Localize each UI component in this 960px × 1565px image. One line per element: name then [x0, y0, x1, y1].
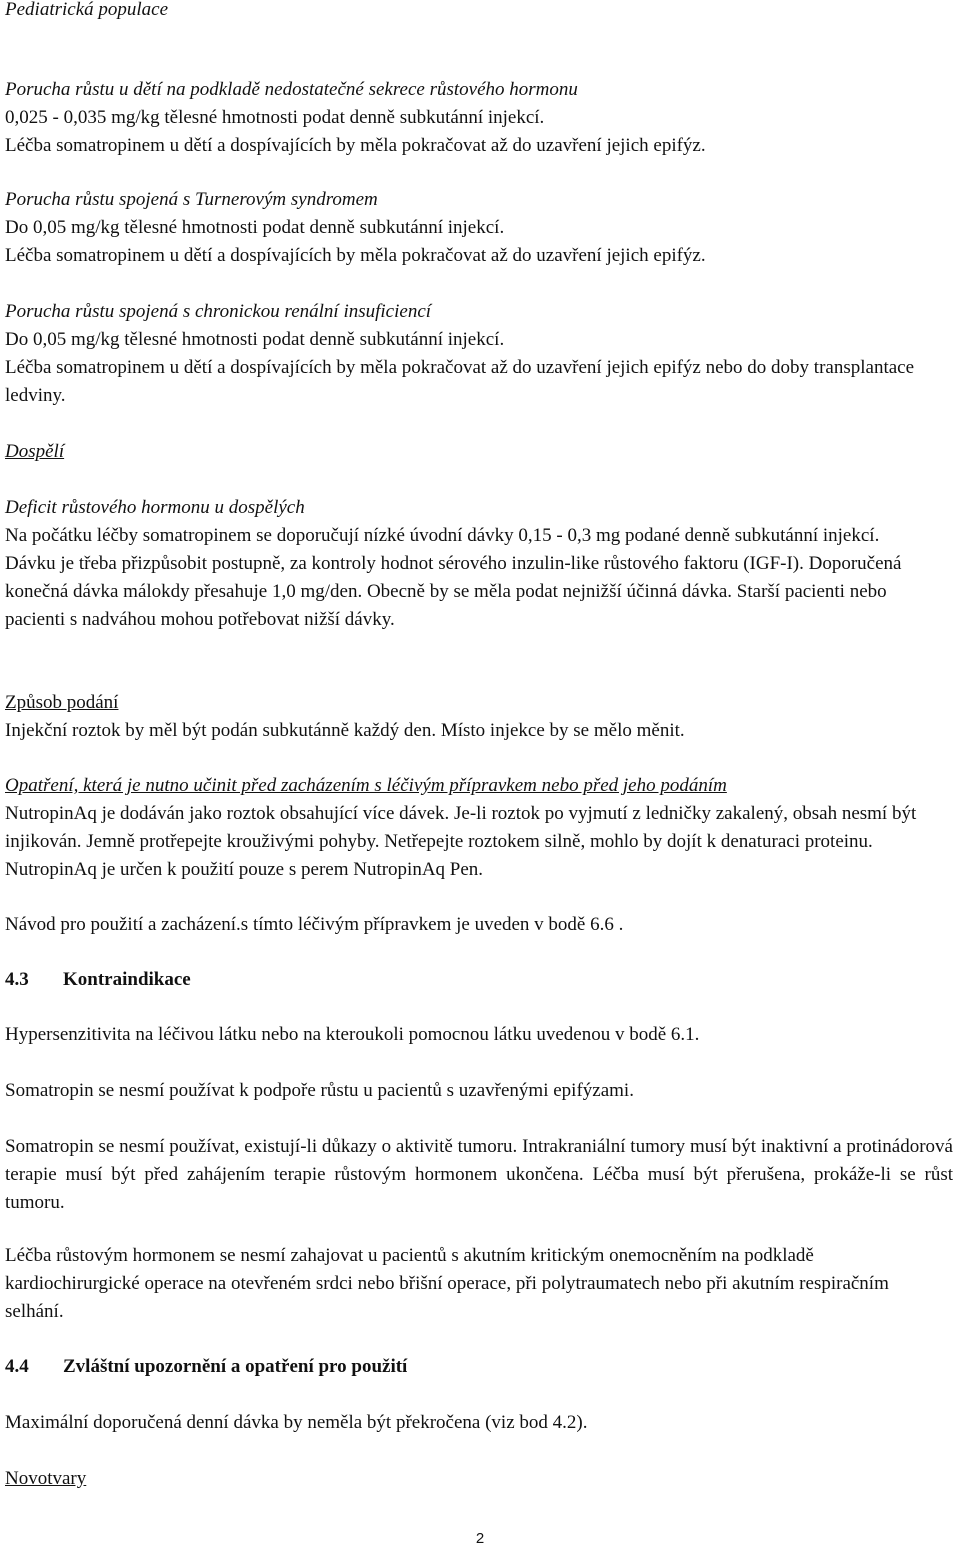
- deficit-text: Na počátku léčby somatropinem se doporučují nízké úvodní dávky 0,15 - 0,3 mg podané denně subkutánní injekcí. Dávku je třeba přizpůsobit postupně, za kontroly hodnot sérového inzulin-like růstového faktoru (IGF-I). Doporučená konečná dávka málokdy přesahuje 1,0 mg/den. Obecně by se měla podat nejnižší účinná dávka. Starší pacienti nebo pacienti s nadváhou mohou potřebovat nižší dávky.: [5, 525, 902, 630]
- section-4-3-title: Kontraindikace: [63, 969, 191, 990]
- neoplasms-heading: Novotvary: [5, 1468, 87, 1489]
- pediatric-heading: Pediatrická populace: [5, 0, 169, 20]
- renal-title: Porucha růstu spojená s chronickou renální insuficiencí: [5, 301, 432, 322]
- section-4-4-title: Zvláštní upozornění a opatření pro použití: [63, 1356, 408, 1377]
- administration-block: [5, 689, 950, 745]
- turner-block: [5, 186, 950, 270]
- renal-note: Léčba somatropinem u dětí a dospívajících by měla pokračovat až do uzavření jejich epifýz nebo do doby transplantace ledviny.: [5, 357, 915, 406]
- instructions-text: Návod pro použití a zacházení.s tímto léčivým přípravkem je uveden v bodě 6.6 .: [5, 914, 624, 935]
- adults-heading: Dospělí: [5, 441, 65, 462]
- renal-dose: Do 0,05 mg/kg tělesné hmotnosti podat denně subkutánní injekcí.: [5, 329, 505, 350]
- page-number: 2: [475, 1530, 485, 1547]
- precautions-text: NutropinAq je dodáván jako roztok obsahující více dávek. Je-li roztok po vyjmutí z ledničky zakalený, obsah nesmí být injikován. Jemně protřepejte krouživými pohyby. Netřepejte roztokem silně, mohlo by dojít k denaturaci proteinu. NutropinAq je určen k použití pouze s perem NutropinAq Pen.: [5, 803, 917, 880]
- renal-block: [5, 298, 950, 410]
- turner-dose: Do 0,05 mg/kg tělesné hmotnosti podat denně subkutánní injekcí.: [5, 217, 505, 238]
- ghd-note: Léčba somatropinem u dětí a dospívajících by měla pokračovat až do uzavření jejich epifýz.: [5, 135, 706, 156]
- turner-title: Porucha růstu spojená s Turnerovým syndromem: [5, 189, 378, 210]
- ghd-block: [5, 76, 950, 160]
- section-4-4-heading: [5, 1353, 407, 1381]
- section-4-4-text: Maximální doporučená denní dávka by neměla být překročena (viz bod 4.2).: [5, 1412, 588, 1433]
- section-4-3-heading: [5, 966, 191, 994]
- administration-heading: Způsob podání: [5, 692, 119, 713]
- turner-note: Léčba somatropinem u dětí a dospívajících by měla pokračovat až do uzavření jejich epifýz.: [5, 245, 706, 266]
- contraindication-3: Somatropin se nesmí používat, existují-li důkazy o aktivitě tumoru. Intrakraniální tumory musí být inaktivní a protinádorová terapie musí být před zahájením terapie růstovým hormonem ukončena. Léčba musí být přerušena, prokáže-li se růst tumoru.: [5, 1136, 953, 1213]
- contraindication-4: Léčba růstovým hormonem se nesmí zahajovat u pacientů s akutním kritickým onemocněním na podkladě kardiochirurgické operace na otevřeném srdci nebo břišní operace, při polytraumatech nebo při akutním respiračním selhání.: [5, 1245, 889, 1322]
- adults-deficit-block: [5, 494, 925, 634]
- ghd-title: Porucha růstu u dětí na podkladě nedostatečné sekrece růstového hormonu: [5, 79, 578, 100]
- deficit-title: Deficit růstového hormonu u dospělých: [5, 497, 305, 518]
- precautions-heading: Opatření, která je nutno učinit před zacházením s léčivým přípravkem nebo před jeho podáním: [5, 775, 727, 796]
- precautions-block: [5, 772, 950, 884]
- contraindication-2: Somatropin se nesmí používat k podpoře růstu u pacientů s uzavřenými epifýzami.: [5, 1080, 634, 1101]
- ghd-dose: 0,025 - 0,035 mg/kg tělesné hmotnosti podat denně subkutánní injekcí.: [5, 107, 545, 128]
- section-4-4-number: 4.4: [5, 1356, 29, 1377]
- section-4-3-number: 4.3: [5, 969, 29, 990]
- contraindication-1: Hypersenzitivita na léčivou látku nebo na kteroukoli pomocnou látku uvedenou v bodě 6.1.: [5, 1024, 700, 1045]
- administration-text: Injekční roztok by měl být podán subkutánně každý den. Místo injekce by se mělo měnit.: [5, 720, 685, 741]
